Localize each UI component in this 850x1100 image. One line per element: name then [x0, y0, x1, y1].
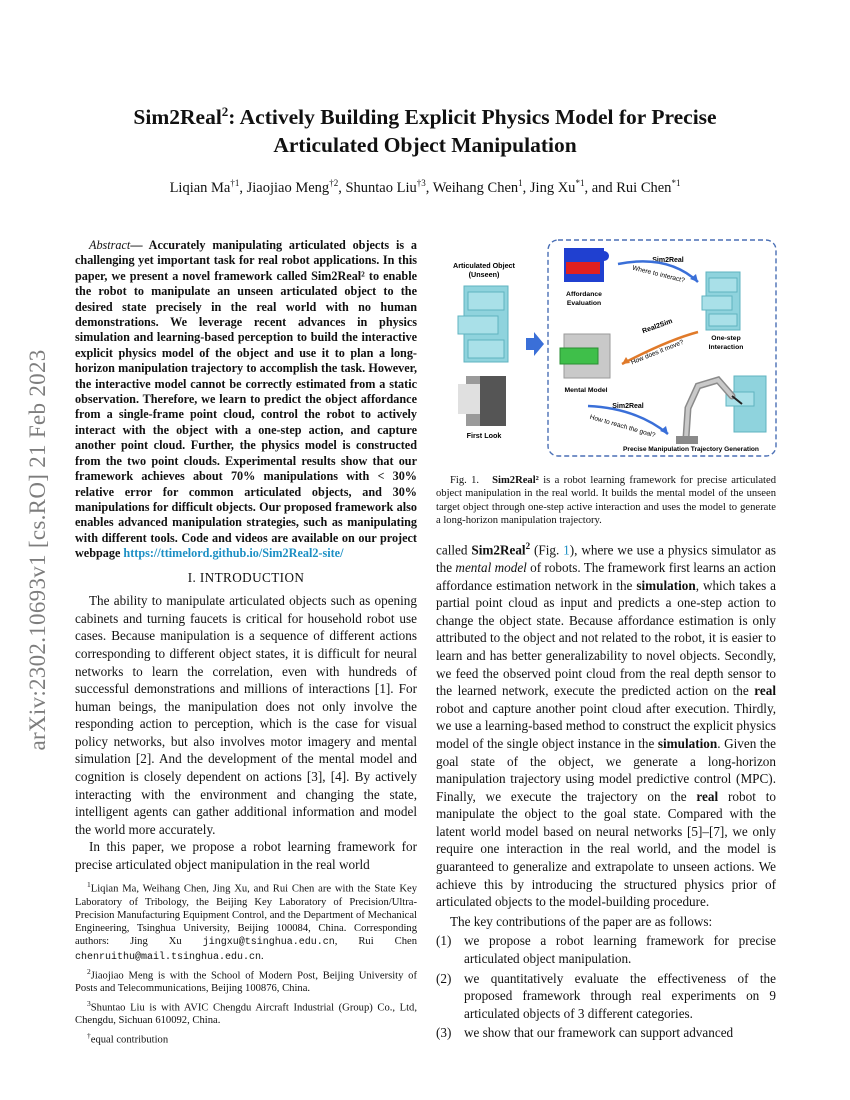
project-webpage-link[interactable]: https://ttimelord.github.io/Sim2Real2-site/ [123, 546, 344, 561]
title-sup: 2 [221, 104, 229, 119]
right-column [436, 538, 776, 1044]
text-run: ), where we use a physics simulator as the [436, 542, 777, 575]
left-column [75, 238, 417, 874]
label-how-to-reach-goal: How to reach the goal? [588, 413, 656, 440]
curved-arrow-reach-goal-head [660, 426, 668, 434]
arxiv-side-stamp [18, 290, 58, 810]
author-name: Shuntao Liu [345, 179, 417, 196]
email-rui-chen[interactable]: chenruithu@mail.tsinghua.edu.cn [75, 951, 262, 963]
author-affiliation-mark: *1 [671, 178, 681, 188]
abstract-text: Accurately manipulating articulated objects is a challenging yet important task for real robot applications. In this paper, we present a novel framework called Sim2Real² to enable the robot to manipulate an unseen articulated object to the desired state precisely in the real world with no human demonstrations. We leverage recent advances in physics simulation and learning-based perception to build the interactive explicit physics model of the object and use it to plan a long-horizon manipulation trajectory to accomplish the task. However, the interactive model cannot be correctly estimated from a static observation. Therefore, we learn to predict the object affordance from a single-frame point cloud, control the robot to actively interact with the object with a one-step action, and capture another point cloud. Further, the physics model is constructed from the two point clouds. Experimental results show that our framework achieves about 70% manipulations with < 30% relative error for common articulated objects, and 30% manipulations for difficult objects. Our proposed framework also enables advanced manipulation strategies, such as manipulating with different tools. Code and videos are available on our project webpage [75, 238, 418, 561]
figure-1-caption [436, 474, 776, 528]
text-run: mental model [455, 559, 527, 575]
title-prefix: Sim2Real [133, 105, 222, 130]
contribution-item: (2) we quantitatively evaluate the effectiveness of the proposed framework through real experiments on 9 articulated objects of 3 different categories. [436, 970, 776, 1021]
text-run: real [754, 683, 776, 699]
text-run[interactable]: 1 [563, 542, 570, 558]
text-run: simulation [657, 735, 718, 751]
text-run: 2 [525, 541, 531, 551]
label-sim2real-1: Sim2Real [652, 257, 684, 264]
label-affordance: Affordance [566, 291, 602, 298]
text-run: simulation [636, 577, 696, 593]
title-rest: : Actively Building Explicit Physics Model for Precise Articulated Object Manipulation [228, 105, 717, 158]
author-name: Jing Xu [529, 179, 576, 196]
text-run: Sim2Real [471, 542, 526, 558]
label-real2sim: Real2Sim [641, 317, 674, 336]
contribution-item: (1) we propose a robot learning framework for precise articulated object manipulation. [436, 933, 776, 967]
figure-1-illustration [436, 236, 780, 464]
footnote-1: $^1$Liqian Ma, Weihang Chen, Jing Xu, and Rui Chen are with the State Key Laboratory of Tribology, the Beijing Key Laboratory of Precision/Ultra-Precision Manufacturing Equipment Control, and the Department of Mechanical Engineering, Tsinghua University, Beijing 100084, China. Corresponding authors: Jing Xu jingxu@tsinghua.edu.cn, Rui Chen chenruithu@mail.tsinghua.edu.cn. [75, 880, 417, 963]
footnote-equal-contribution: †equal contribution [87, 1030, 169, 1046]
text-run: . Given the goal state of the object, we generate a long-horizon manipulation trajectory using model predictive control (MPC). Finally, we execute the trajectory on the [436, 735, 776, 804]
label-interaction: Interaction [708, 344, 744, 351]
mental-model-illustration [560, 334, 610, 378]
text-run: robot to manipulate the object to the goal state. Compared with the latent world model based on neural networks [5]–[7], we only require one interaction in the real world, and the model is guaranteed to generalize and extrapolate to unseen actions. We achieve this by introducing the structured physics prior of articulated objects to the model-building procedure. [436, 788, 776, 910]
intro-paragraph-2: In this paper, we propose a robot learning framework for precise articulated object manipulation in the real world [75, 839, 417, 873]
cabinet-illustration [458, 286, 508, 362]
text-run: real [696, 788, 719, 804]
intro-paragraph-1: The ability to manipulate articulated objects such as opening cabinets and turning faucets is critical for household robot use cases. Because manipulation is a sequence of different actions corresponding to different object states, it is difficult for neural networks to learn the correlation, even with hundreds of successful demonstrations and millions of interactions [1]. For human beings, the manipulation does not only involve the responding action to perception, which is the case for visual policy networks, but also involves motor imagery and mental simulation [2]. And the development of the mental model and cognition is closely dependent on actions [3], [4]. By actively interacting with the environment and changing the state, intelligent agents can gather additional information and model the world more accurately. [75, 593, 417, 837]
label-how-does-it-move: How does it move? [630, 338, 685, 367]
text-run: called [436, 542, 472, 558]
author-name: Jiaojiao Meng [246, 179, 330, 196]
label-unseen: (Unseen) [468, 270, 500, 279]
author-affiliation-mark: †1 [230, 178, 240, 188]
contributions-intro: The key contributions of the paper are as follows: [450, 913, 713, 929]
text-run: of robots. The framework first learns an action affordance estimation network in the [436, 559, 776, 593]
text-run: (Fig. [530, 542, 564, 558]
author-affiliation-mark: †3 [416, 178, 426, 188]
author-name: Weihang Chen [432, 179, 519, 196]
contribution-item: (3) we show that our framework can support advanced [436, 1025, 734, 1041]
affordance-point-cloud [564, 248, 609, 282]
email-jing-xu[interactable]: jingxu@tsinghua.edu.cn [202, 937, 335, 949]
right-paragraph-1 [436, 538, 776, 911]
author-name: Rui Chen [616, 179, 672, 196]
text-run: robot and capture another point cloud after execution. Thirdly, we use a learning-based method to construct the explicit physics model of the single object instance in the [436, 700, 776, 751]
label-trajectory-generation: Precise Manipulation Trajectory Generation [623, 446, 759, 453]
depth-image-illustration [458, 376, 506, 426]
author-affiliation-mark: 1 [518, 178, 523, 188]
label-one-step: One-step [711, 335, 741, 342]
abstract-dash: — [130, 238, 149, 252]
label-where-to-interact: Where to interact? [631, 264, 686, 285]
footnote-3: $^3$Shuntao Liu is with AVIC Chengdu Aircraft Industrial (Group) Co., Ltd, Chengdu, Sichuan 610092, China. [75, 998, 417, 1027]
caption-label: Fig. 1. [450, 475, 480, 486]
paper-title [80, 98, 770, 159]
text-run: , which takes a partial point cloud as input and predicts a one-step action to change the object state. Because affordance estimation is only attributed to the object and not related to the robot, it is easier to learn and has better generalizability to novel objects. Secondly, we feed the observed point cloud from the real depth sensor to the learned network, execute the predicted action on the [436, 577, 776, 699]
right-arrow-icon [526, 332, 544, 356]
contributions-list [436, 932, 776, 1042]
label-mental-model: Mental Model [564, 387, 608, 394]
label-articulated-object: Articulated Object [453, 261, 515, 270]
author-name: Liqian Ma [169, 179, 231, 196]
author-affiliation-mark: *1 [575, 178, 585, 188]
author-list: Liqian Ma$^{\dagger 1}$, Jiaojiao Meng$^{\dagger 2}$, Shuntao Liu$^{\dagger 3}$, Weihang Chen$^1$, Jing Xu$^{*1}$, and Rui Chen$^{*1}$ [169, 178, 681, 196]
one-step-cabinet [702, 272, 740, 330]
arxiv-stamp-text: arXiv:2302.10693v1 [cs.RO] 21 Feb 2023 [25, 349, 50, 751]
caption-text: is a robot learning framework for precise articulated object manipulation in the real world. It builds the mental model of the unseen target object through one-step active interaction and uses the model to generate a long-horizon manipulation trajectory. [436, 475, 776, 527]
robot-arm-illustration [676, 376, 766, 444]
author-affiliation-mark: †2 [329, 178, 339, 188]
label-first-look: First Look [466, 431, 502, 440]
caption-bold: Sim2Real² [492, 475, 539, 486]
section-heading-introduction: I. INTRODUCTION [187, 569, 305, 585]
footnotes [75, 878, 417, 1047]
abstract [75, 238, 417, 562]
label-evaluation: Evaluation [566, 300, 602, 307]
abstract-label: Abstract [89, 238, 131, 252]
figure-1 [436, 236, 780, 464]
label-sim2real-2: Sim2Real [612, 403, 644, 410]
footnote-2: $^2$Jiaojiao Meng is with the School of Modern Post, Beijing University of Posts and Telecommunications, Beijing 100876, China. [75, 966, 417, 995]
